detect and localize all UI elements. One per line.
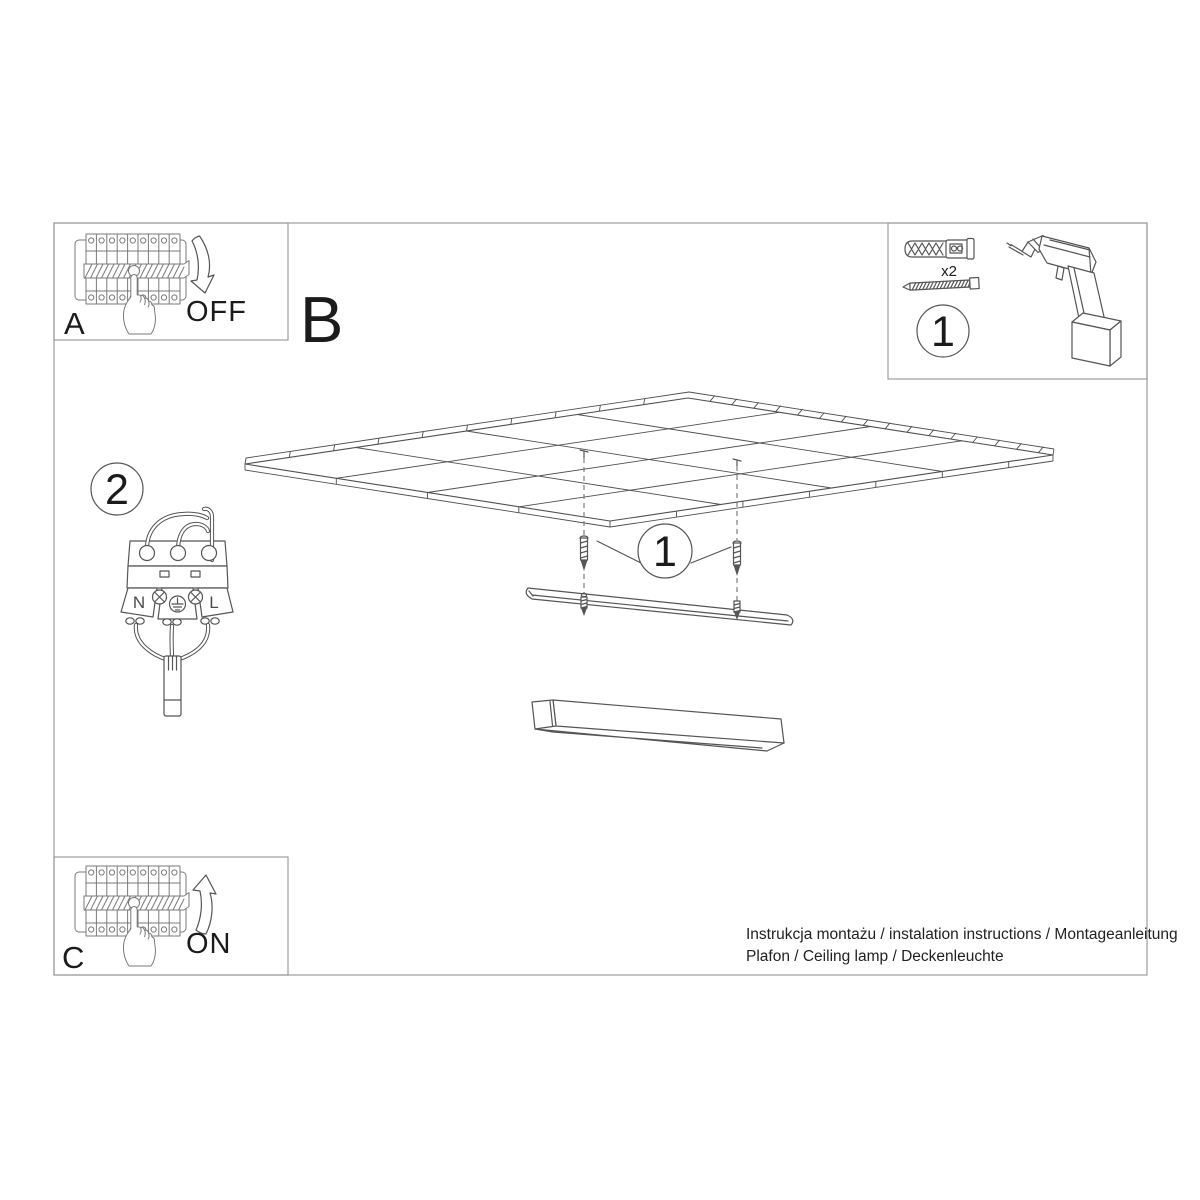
footer-line1: Instrukcja montażu / instalation instructions / Montageanleitung	[746, 926, 1178, 943]
lamp-cable-wires	[136, 625, 208, 660]
hanger-mark-right	[733, 459, 741, 466]
ceiling-grid-icon	[245, 392, 1054, 527]
hanger-mark-left	[580, 450, 588, 458]
drill-icon	[1007, 236, 1121, 367]
screw-tip-left	[581, 597, 587, 616]
wiring-badge-number: 2	[105, 466, 129, 514]
mounting-screw-left	[580, 536, 588, 571]
arrow-up-icon	[193, 875, 216, 934]
step-a-action-label: OFF	[186, 296, 247, 328]
anchor-quantity-label: x2	[941, 263, 957, 280]
step-a-box	[54, 223, 288, 341]
step-b-label: B	[300, 283, 344, 356]
arrow-down-icon	[191, 236, 214, 293]
step-a-label: A	[64, 306, 85, 341]
step-c-box	[54, 857, 288, 975]
step-c-action-label: ON	[186, 928, 232, 960]
tools-box	[888, 223, 1147, 379]
tools-badge-number: 1	[931, 308, 955, 356]
terminal-block-icon	[121, 509, 233, 716]
mounting-badge-number: 1	[653, 528, 677, 576]
terminal-live-label: L	[209, 593, 219, 612]
mounting-screw-right	[733, 541, 741, 576]
footer-line2: Plafon / Ceiling lamp / Deckenleuchte	[746, 948, 1004, 965]
step-c-label: C	[62, 940, 85, 975]
lamp-fixture-icon	[532, 700, 784, 751]
mounting-bracket-icon	[526, 588, 793, 625]
terminal-neutral-label: N	[132, 593, 146, 612]
footer	[746, 926, 1178, 965]
mounting-hardware	[526, 458, 793, 625]
breaker-panel-icon	[75, 866, 189, 966]
earth-symbol-icon	[170, 596, 186, 612]
breaker-panel-icon	[75, 234, 189, 334]
wiring-detail	[91, 463, 233, 716]
wall-plug-icon	[905, 239, 974, 260]
